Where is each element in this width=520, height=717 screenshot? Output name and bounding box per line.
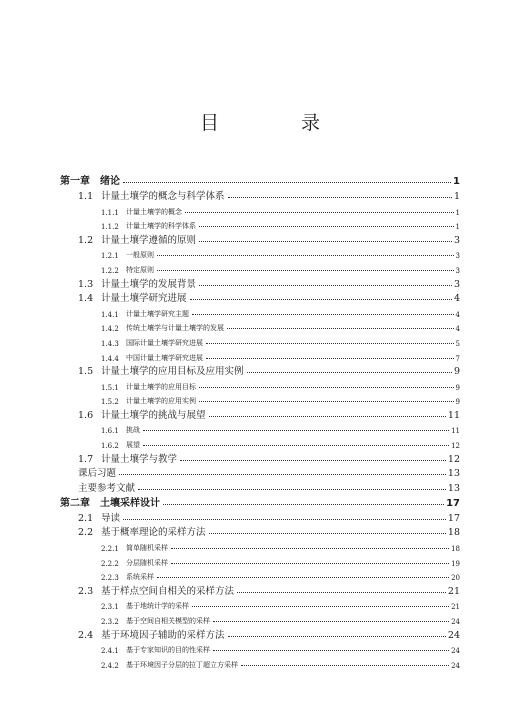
toc-subsection-entry[interactable] [60,641,460,656]
toc-dot-leader [209,532,446,534]
toc-page-number: 3 [455,252,460,261]
toc-subsection-entry[interactable] [60,260,460,275]
toc-subsection-entry[interactable] [60,421,460,436]
toc-entry-title: 计量土壤学研究进展 [101,293,187,305]
toc-entry-title: 课后习题 [78,468,117,480]
toc-entry-number: 1.3 [78,278,94,290]
toc-entry-title: 计量土壤学的科学体系 [126,222,196,231]
toc-entry-number: 2.2.1 [101,545,119,554]
toc-page-number: 12 [447,453,460,465]
toc-entry-title: 绪论 [100,176,120,188]
toc-page-number: 3 [453,234,460,246]
toc-entry-title: 传统土壤学与计量土壤学的发展 [126,324,224,333]
toc-unnumbered-entry[interactable] [60,479,460,494]
toc-entry-title: 基于环境因子分层的拉丁超立方采样 [126,660,238,669]
toc-section-entry[interactable] [60,406,460,421]
toc-page-number: 24 [451,661,460,670]
toc-unnumbered-entry[interactable] [60,465,460,480]
toc-subsection-entry[interactable] [60,568,460,583]
toc-entry-title: 计量土壤学的应用目标 [126,382,196,391]
toc-entry-number: 2.2.2 [101,559,119,568]
toc-entry-title: 计量土壤学遵循的原则 [101,234,197,246]
toc-subsection-entry[interactable] [60,611,460,626]
toc-entry-number: 1.4.2 [101,325,119,334]
toc-dot-leader [171,547,449,549]
toc-dot-leader [199,225,454,227]
toc-section-entry[interactable] [60,275,460,290]
toc-subsection-entry[interactable] [60,333,460,348]
toc-entry-number: 1.4 [78,293,94,305]
toc-dot-leader [199,400,454,402]
toc-section-entry[interactable] [60,524,460,539]
toc-entry-number: 1.1.2 [101,223,119,232]
toc-dot-leader [143,444,449,446]
toc-page-number: 19 [451,559,460,568]
toc-entry-title: 土壤采样设计 [100,498,160,510]
toc-page-number: 17 [447,512,460,524]
toc-entry-number: 1.5.2 [101,398,119,407]
toc-entry-title: 国际计量土壤学研究进展 [126,338,203,347]
toc-entry-title: 挑战 [126,426,140,435]
toc-page-number: 1 [453,176,460,188]
toc-entry-number: 1.2.1 [101,252,119,261]
toc-entry-title: 计量土壤学的概念 [126,207,182,216]
toc-section-entry[interactable] [60,187,460,202]
toc-subsection-entry[interactable] [60,597,460,612]
toc-section-entry[interactable] [60,231,460,246]
toc-page-number: 13 [447,482,460,494]
toc-entry-title: 系统采样 [126,573,154,582]
toc-entry-title: 简单随机采样 [126,544,168,553]
toc-page-number: 24 [451,647,460,656]
toc-dot-leader [241,664,449,666]
toc-page-number: 7 [455,354,460,363]
toc-page-number: 3 [455,266,460,275]
toc-dot-leader [157,576,449,578]
toc-entry-number: 2.2 [78,527,94,539]
toc-dot-leader [228,635,446,637]
toc-dot-leader [213,620,449,622]
toc-entry-number: 第一章 [60,176,90,188]
toc-subsection-entry[interactable] [60,348,460,363]
toc-section-entry[interactable] [60,290,460,305]
toc-section-entry[interactable] [60,626,460,641]
toc-page-number: 20 [451,574,460,583]
toc-entry-number: 1.4.3 [101,339,119,348]
toc-entry-number: 2.3.2 [101,618,119,626]
toc-section-entry[interactable] [60,363,460,378]
toc-dot-leader [157,269,454,271]
toc-entry-number: 1.5 [78,366,94,378]
toc-entry-number: 2.4.1 [101,647,119,656]
toc-subsection-entry[interactable] [60,202,460,217]
toc-page-number: 13 [447,468,460,480]
toc-dot-leader [209,415,446,417]
toc-entry-number: 2.3 [78,585,94,597]
toc-entry-title: 主要参考文献 [78,482,136,494]
toc-entry-title: 计量土壤学的应用目标及应用实例 [101,366,244,378]
toc-page-number: 1 [455,223,460,232]
toc-dot-leader [119,473,446,475]
toc-entry-title: 计量土壤学研究主题 [126,309,189,318]
toc-page-number: 4 [455,325,460,334]
toc-dot-leader [206,342,454,344]
toc-page-number: 17 [446,498,460,510]
toc-entry-number: 1.6.2 [101,442,119,451]
toc-entry-number: 1.2.2 [101,266,119,275]
toc-entry-number: 1.1.1 [101,208,119,217]
toc-page-number: 9 [455,383,460,392]
toc-dot-leader [228,196,452,198]
toc-dot-leader [199,240,452,242]
toc-entry-number: 2.2.3 [101,574,119,583]
page-title: 目 录 [199,112,359,134]
toc-section-entry[interactable] [60,582,460,597]
toc-page-number: 18 [451,545,460,554]
toc-entry-title: 基于概率理论的采样方法 [101,527,206,539]
toc-entry-title: 导读 [101,512,121,524]
toc-page-number: 21 [447,585,460,597]
toc-page-number: 24 [451,618,460,626]
toc-page-number: 9 [453,366,460,378]
toc-entry-number: 1.1 [78,190,94,202]
toc-entry-number: 2.1 [78,512,94,524]
toc-dot-leader [227,327,454,329]
toc-page-number: 12 [451,442,460,451]
toc-entry-number: 2.4.2 [101,661,119,670]
toc-entry-number: 1.6 [78,409,94,421]
toc-section-entry[interactable] [60,450,460,465]
toc-subsection-entry[interactable] [60,319,460,334]
toc-dot-leader [171,562,449,564]
toc-page-number: 24 [447,629,460,641]
toc-entry-number: 第二章 [60,498,90,510]
toc-dot-leader [185,211,454,213]
toc-page-number: 18 [447,527,460,539]
toc-dot-leader [206,357,454,359]
toc-dot-leader [199,386,454,388]
toc-entry-title: 计量土壤学的概念与科学体系 [101,190,225,202]
toc-subsection-entry[interactable] [60,538,460,553]
toc-entry-title: 计量土壤学与教学 [101,453,178,465]
toc-entry-number: 1.6.1 [101,427,119,436]
toc-entry-title: 基于环境因子辅助的采样方法 [101,629,225,641]
toc-entry-title: 计量土壤学的发展背景 [101,278,197,290]
toc-subsection-entry[interactable] [60,553,460,568]
toc-entry-number: 2.4 [78,629,94,641]
table-of-contents [60,172,460,670]
toc-page-number: 1 [455,208,460,217]
toc-entry-title: 基于空间自相关模型的采样 [126,617,210,625]
toc-dot-leader [157,254,454,256]
toc-entry-title: 基于地统计学的采样 [126,602,189,611]
toc-page-number: 21 [451,603,460,612]
toc-page-number: 11 [451,427,460,436]
toc-subsection-entry[interactable] [60,304,460,319]
toc-entry-title: 分层随机采样 [126,558,168,567]
toc-entry-title: 计量土壤学的应用实例 [126,397,196,406]
toc-dot-leader [199,284,452,286]
toc-entry-number: 2.3.1 [101,603,119,612]
toc-chapter-entry[interactable] [60,172,460,187]
toc-page-number: 4 [455,310,460,319]
toc-page-number: 11 [447,409,460,421]
toc-entry-title: 展望 [126,441,140,450]
toc-page-number: 3 [453,278,460,290]
toc-dot-leader [247,371,452,373]
toc-entry-title: 基于专家知识的目的性采样 [126,646,210,655]
toc-dot-leader [123,181,451,183]
toc-subsection-entry[interactable] [60,377,460,392]
toc-subsection-entry[interactable] [60,217,460,232]
toc-page-number: 9 [455,398,460,407]
toc-entry-number: 1.2 [78,234,94,246]
toc-dot-leader [123,518,446,520]
toc-entry-title: 特定原则 [126,265,154,274]
toc-subsection-entry[interactable] [60,246,460,261]
toc-page-number: 5 [455,339,460,348]
toc-section-entry[interactable] [60,509,460,524]
toc-dot-leader [143,429,449,431]
toc-dot-leader [213,649,449,651]
toc-entry-title: 计量土壤学的挑战与展望 [101,409,206,421]
toc-entry-number: 1.4.4 [101,354,119,363]
toc-dot-leader [190,298,452,300]
toc-subsection-entry[interactable] [60,392,460,407]
toc-dot-leader [180,459,446,461]
toc-subsection-entry[interactable] [60,435,460,450]
toc-dot-leader [163,503,444,505]
toc-entry-title: 一般原则 [126,251,154,260]
toc-dot-leader [237,591,446,593]
toc-page-number: 1 [453,190,460,202]
toc-page-number: 4 [453,293,460,305]
toc-entry-number: 1.4.1 [101,310,119,319]
toc-dot-leader [192,605,449,607]
toc-entry-title: 基于样点空间自相关的采样方法 [101,585,235,597]
toc-entry-number: 1.5.1 [101,383,119,392]
toc-dot-leader [138,488,446,490]
toc-dot-leader [192,313,454,315]
toc-subsection-entry[interactable] [60,655,460,670]
toc-chapter-entry[interactable] [60,494,460,509]
toc-entry-number: 1.7 [78,453,94,465]
toc-entry-title: 中国计量土壤学研究进展 [126,353,203,362]
